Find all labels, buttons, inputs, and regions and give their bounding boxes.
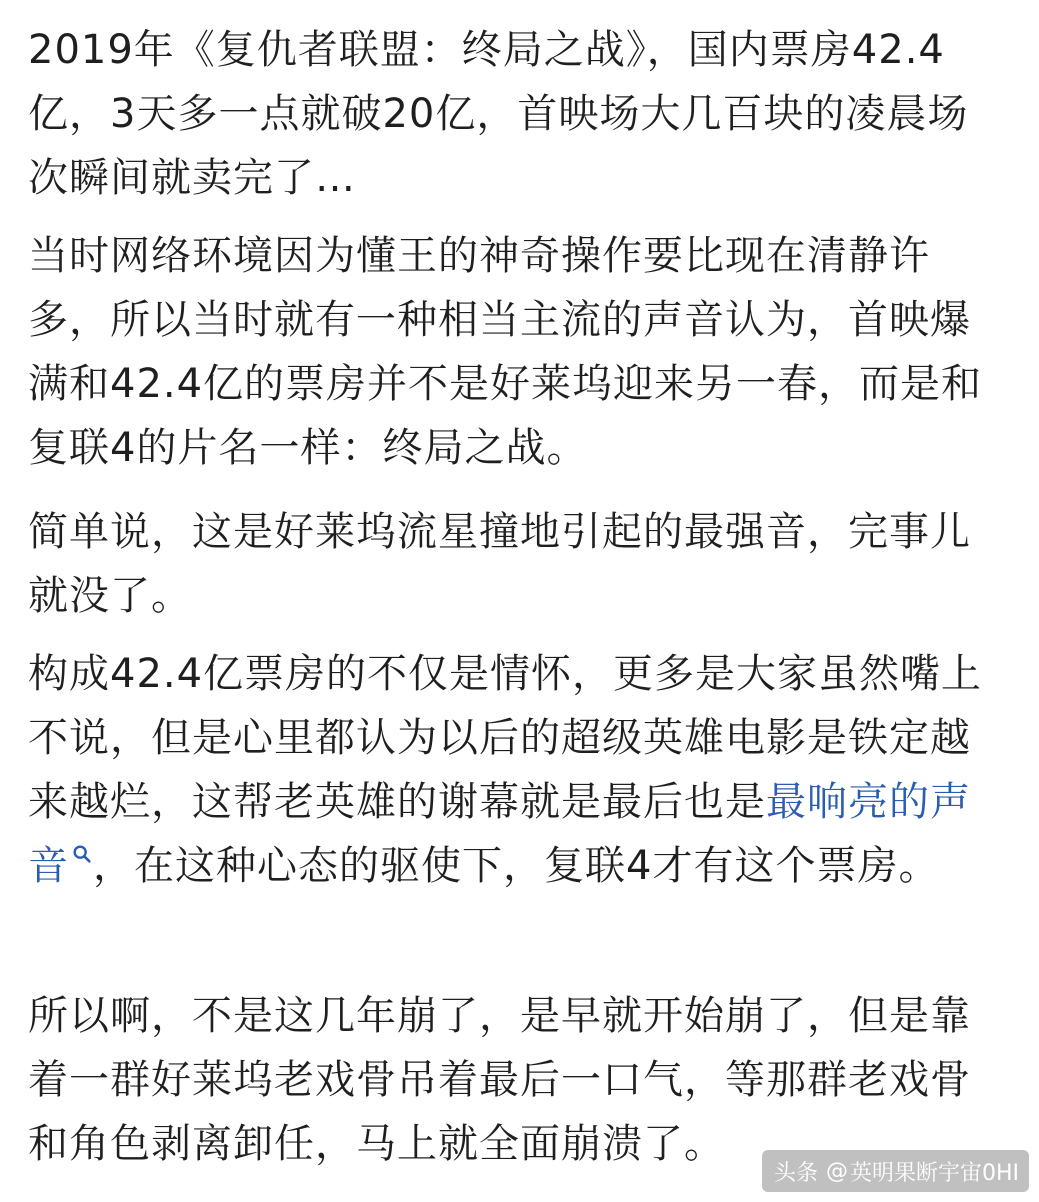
search-keyword-text: 最响亮的声音 (28, 779, 971, 889)
watermark-at: @ (825, 1158, 848, 1184)
watermark-author: 英明果断宇宙0HI (849, 1160, 1019, 1186)
paragraph-5: 所以啊，不是这几年崩了，是早就开始崩了，但是靠着一群好莱坞老戏骨吊着最后一口气，等那群老戏骨和角色剥离卸任，马上就全面崩溃了。 (28, 993, 971, 1167)
paragraph-4 (28, 642, 1003, 898)
paragraph-1: 2019年《复仇者联盟：终局之战》，国内票房42.4亿，3天多一点就破20亿，首映场大几百块的凌晨场次瞬间就卖完了… (28, 27, 969, 201)
paragraph-2: 当时网络环境因为懂王的神奇操作要比现在清静许多，所以当时就有一种相当主流的声音认为，首映爆满和42.4亿的票房并不是好莱坞迎来另一春，而是和复联4的片名一样：终局之战。 (28, 233, 983, 471)
paragraph-4-text-before: 构成42.4亿票房的不仅是情怀，更多是大家虽然嘴上不说，但是心里都认为以后的超级英雄电影是铁定越来越烂，这帮老英雄的谢幕就是最后也是 (28, 651, 983, 825)
paragraph-4-text-after: ，在这种心态的驱使下，复联4才有这个票房。 (93, 843, 940, 889)
watermark (762, 1150, 1029, 1192)
search-icon[interactable] (71, 843, 93, 865)
paragraph-3: 简单说，这是好莱坞流星撞地引起的最强音，完事儿就没了。 (28, 509, 971, 619)
watermark-brand: 头条 (773, 1160, 818, 1186)
